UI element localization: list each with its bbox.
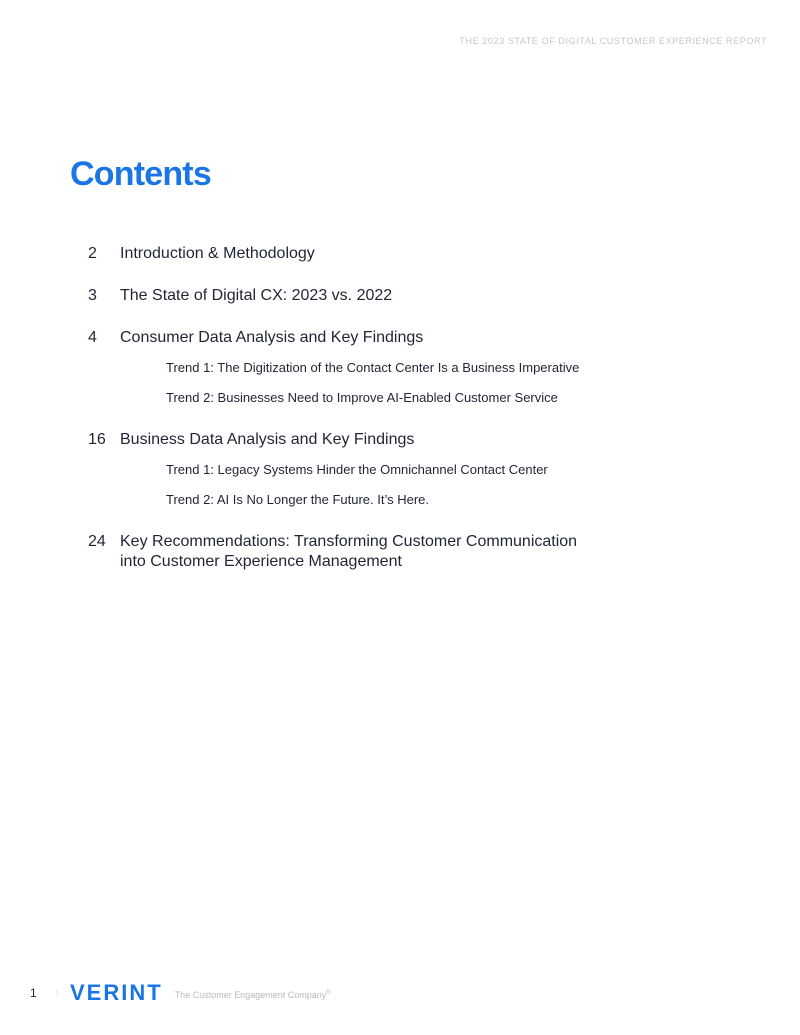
page-number: 1 xyxy=(30,986,37,1000)
toc-page-number: 2 xyxy=(88,245,97,262)
toc-page-number: 3 xyxy=(88,287,97,304)
toc-entry-label: Introduction & Methodology xyxy=(120,245,315,262)
toc-entry-label: Business Data Analysis and Key Findings xyxy=(120,431,415,448)
toc-page-number: 16 xyxy=(88,431,106,448)
toc-page-number: 4 xyxy=(88,329,97,346)
verint-logo: VERINT xyxy=(70,980,163,1005)
toc-entry-business-data[interactable] xyxy=(88,430,648,450)
toc-entry-label: The State of Digital CX: 2023 vs. 2022 xyxy=(120,287,393,304)
toc-entry-consumer-data[interactable] xyxy=(88,328,648,348)
slash-divider-icon xyxy=(56,983,58,1003)
toc-subentry-consumer-trend-2[interactable]: Trend 2: Businesses Need to Improve AI-Enabled Customer Service xyxy=(166,390,558,405)
page-title: Contents xyxy=(70,155,211,193)
toc-entry-label: Key Recommendations: Transforming Customer Communication into Customer Experience Management xyxy=(120,533,578,570)
toc-entry-label: Consumer Data Analysis and Key Findings xyxy=(120,329,424,346)
running-header: THE 2023 STATE OF DIGITAL CUSTOMER EXPERIENCE REPORT xyxy=(459,36,767,46)
toc-subentry-business-trend-1[interactable]: Trend 1: Legacy Systems Hinder the Omnichannel Contact Center xyxy=(166,462,548,477)
toc-entry-state-of-digital-cx[interactable] xyxy=(88,286,648,306)
toc-page-number: 24 xyxy=(88,533,106,550)
page-footer xyxy=(30,980,331,1006)
toc-subentry-consumer-trend-1[interactable]: Trend 1: The Digitization of the Contact Center Is a Business Imperative xyxy=(166,360,580,375)
toc-subentry-business-trend-2[interactable]: Trend 2: AI Is No Longer the Future. It’s Here. xyxy=(166,492,430,507)
company-tagline xyxy=(175,987,331,1000)
table-of-contents xyxy=(88,244,648,572)
toc-entry-key-recommendations[interactable] xyxy=(88,532,648,572)
toc-entry-introduction[interactable] xyxy=(88,244,648,264)
registered-mark: ® xyxy=(326,989,331,996)
tagline-text: The Customer Engagement Company xyxy=(174,989,327,1000)
